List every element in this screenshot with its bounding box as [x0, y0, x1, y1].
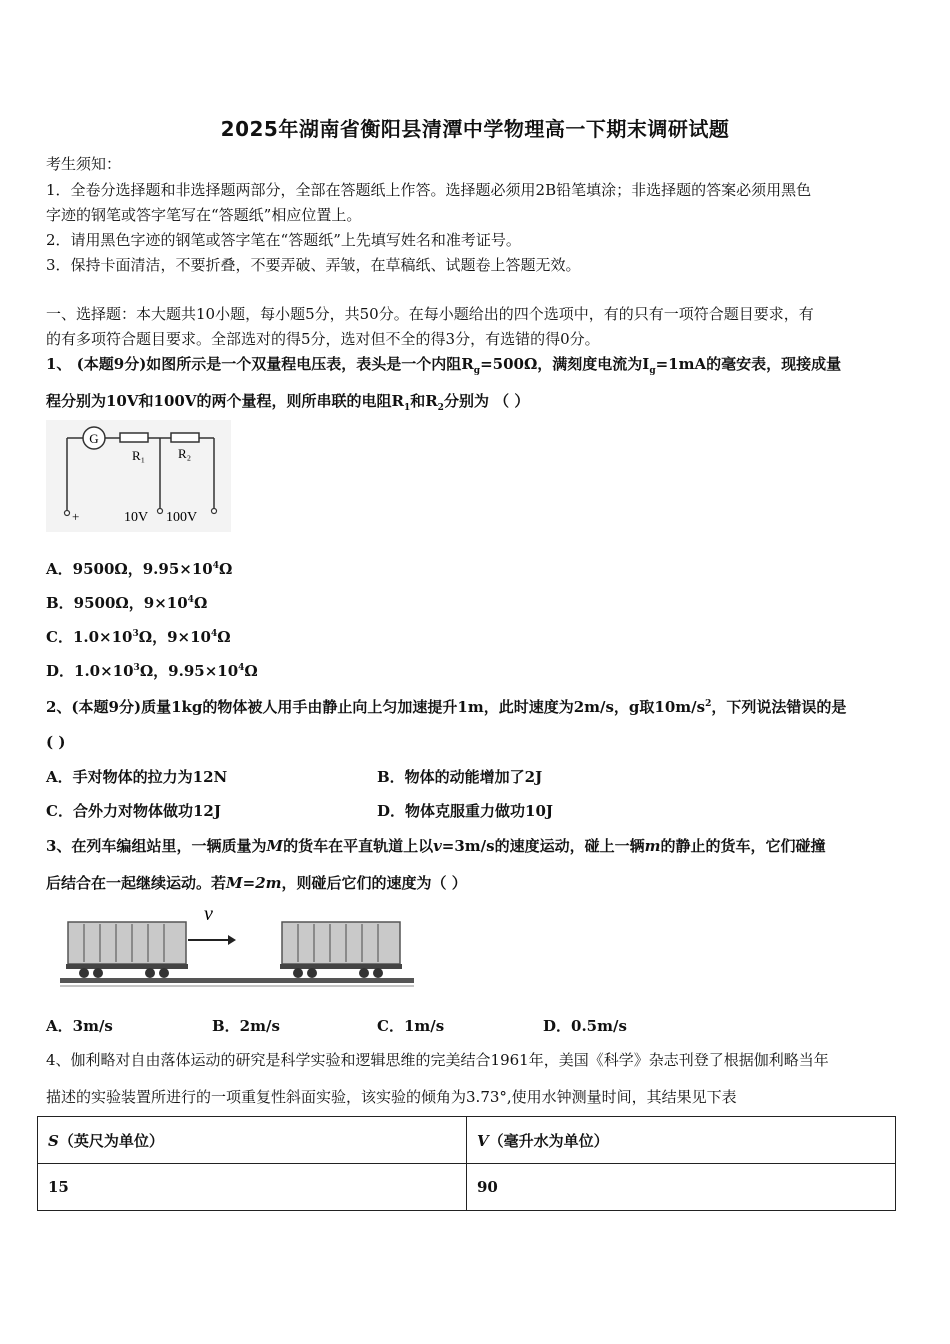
notice-line-2: 字迹的钢笔或答字笔写在“答题纸”相应位置上。	[46, 206, 362, 224]
q3-stem-line-1: 3、在列车编组站里，一辆质量为M的货车在平直轨道上以v=3m/s的速度运动，碰上一辆m的静止的货车，它们碰撞	[46, 837, 826, 855]
r2-label: R₂	[178, 446, 192, 461]
section-instruction-line-2: 的有多项符合题目要求。全部选对的得5分，选对但不全的得3分，有选错的得0分。	[46, 330, 600, 348]
q4-stem-line-2: 描述的实验装置所进行的一项重复性斜面实验，该实验的倾角为3.73°,使用水钟测量时间，其结果见下表	[46, 1088, 737, 1106]
q3-option-c: C．1m/s	[377, 1017, 445, 1035]
q2-stem-line-1: 2、(本题9分)质量1kg的物体被人用手由静止向上匀加速提升1m，此时速度为2m/s，g取$10m/s^2$，下列说法错误的是	[46, 698, 847, 716]
moving-freight-car	[66, 922, 188, 978]
table-row	[38, 1164, 896, 1211]
voltmeter-circuit-diagram	[46, 420, 231, 532]
resistor-r2	[171, 433, 199, 442]
q2-option-d: D．物体克服重力做功10J	[377, 802, 553, 820]
section-instruction-line-1: 一、选择题：本大题共10小题，每小题5分，共50分。在每小题给出的四个选项中，有的只有一项符合题目要求，有	[46, 305, 814, 323]
notice-line-3: 2．请用黑色字迹的钢笔或答字笔在“答题纸”上先填写姓名和准考证号。	[46, 231, 521, 249]
velocity-label: v	[204, 903, 213, 925]
resistor-r1	[120, 433, 148, 442]
q1-option-a: A．9500Ω，$9.95\times 10^4\Omega$	[46, 560, 233, 578]
table-cell-s: 15	[38, 1164, 467, 1211]
q3-stem-line-2: 后结合在一起继续运动。若M=2m，则碰后它们的速度为（ ）	[46, 874, 467, 892]
page-title: 2025年湖南省衡阳县清潭中学物理高一下期末调研试题	[220, 117, 730, 141]
rail-track	[60, 978, 414, 983]
notice-line-4: 3．保持卡面清洁，不要折叠，不要弄破、弄皱，在草稿纸、试题卷上答题无效。	[46, 256, 581, 274]
plus-terminal-label: +	[72, 509, 80, 524]
table-header-row	[38, 1117, 896, 1164]
table-header-s: S（英尺为单位）	[38, 1117, 467, 1164]
r1-label: R₁	[132, 448, 146, 463]
q2-option-b: B．物体的动能增加了2J	[377, 768, 543, 786]
q4-stem-line-1: 4、伽利略对自由落体运动的研究是科学实验和逻辑思维的完美结合1961年，美国《科学》杂志刊登了根据伽利略当年	[46, 1051, 829, 1069]
q1-option-c: C．$1.0\times 10^3\Omega$，$9\times 10^4\Omega$	[46, 628, 231, 646]
notice-heading: 考生须知：	[46, 155, 122, 173]
q3-option-d: D．0.5m/s	[543, 1017, 627, 1035]
q1-option-d: D．$1.0\times 10^3\Omega$，$9.95\times 10^4\Omega$	[46, 662, 258, 680]
q2-option-c: C．合外力对物体做功12J	[46, 802, 221, 820]
table-cell-v: 90	[467, 1164, 896, 1211]
galvanometer-label: G	[89, 431, 99, 446]
q1-stem-line-1: 1、 (本题9分)如图所示是一个双量程电压表，表头是一个内阻$R_g=500\Omega$，满刻度电流为$I_g=1mA$的毫安表，现接成量	[46, 355, 842, 376]
terminal-10v-label: 10V	[124, 510, 149, 525]
q1-option-b: B．9500Ω，$9\times 10^4\Omega$	[46, 594, 208, 612]
q4-results-table	[37, 1116, 896, 1211]
freight-cars-figure	[58, 900, 416, 992]
stationary-freight-car	[280, 922, 402, 978]
q2-option-a: A．手对物体的拉力为12N	[46, 768, 228, 786]
q2-stem-line-2: ( )	[46, 733, 66, 751]
table-header-v: V（毫升水为单位）	[467, 1117, 896, 1164]
q3-option-a: A．3m/s	[46, 1017, 113, 1035]
q3-option-b: B．2m/s	[212, 1017, 280, 1035]
q1-stem-line-2: 程分别为10V和100V的两个量程，则所串联的电阻$R_1$和$R_2$分别为 （ ）	[46, 392, 530, 413]
notice-line-1: 1．全卷分选择题和非选择题两部分，全部在答题纸上作答。选择题必须用2B铅笔填涂；非选择题的答案必须用黑色	[46, 181, 812, 199]
terminal-100v-label: 100V	[166, 510, 198, 525]
